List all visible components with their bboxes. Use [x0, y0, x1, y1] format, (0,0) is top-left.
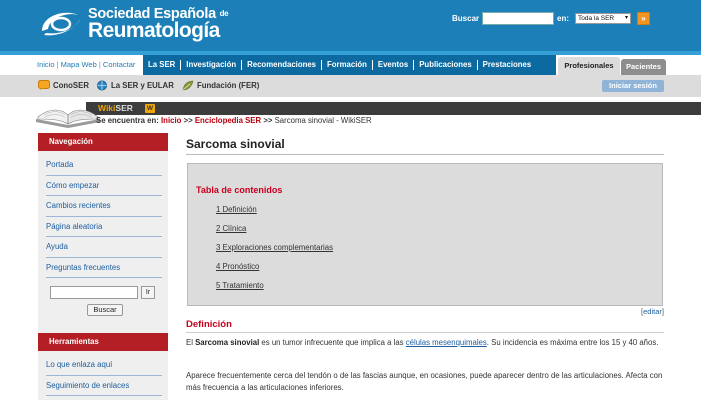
wiki-band	[0, 97, 701, 130]
open-book-icon	[32, 97, 104, 129]
conoser-label: ConoSER	[53, 81, 89, 90]
link-mapa-web[interactable]: Mapa Web	[60, 60, 97, 69]
page-title: Sarcoma sinovial	[186, 137, 285, 151]
sidebar-item-portada[interactable]: Portada	[46, 155, 162, 176]
nav-item-prestaciones[interactable]: Prestaciones	[482, 60, 532, 69]
search-scope-value: Toda la SER	[578, 15, 615, 22]
paragraph-location: Aparece frecuentemente cerca del tendón o de las fascias aunque, en ocasiones, puede aparecer dentro de las articulaciones. Afecta con más frecuencia a las articulaciones inferiores.	[186, 371, 663, 392]
sidebar-tools-list	[38, 351, 168, 396]
sidebar	[38, 133, 168, 400]
globe-icon	[96, 80, 108, 91]
section-divider	[186, 332, 664, 333]
edit-label: editar	[643, 307, 662, 316]
link-ser-eular[interactable]	[96, 80, 174, 91]
breadcrumb	[96, 116, 372, 125]
sidebar-item-pagina-aleatoria[interactable]: Página aleatoria	[46, 217, 162, 238]
site-header	[0, 0, 701, 55]
sidebar-go-button[interactable]: Ir	[141, 286, 155, 299]
chevron-down-icon: ▾	[624, 15, 628, 21]
utility-links: Inicio | Mapa Web | Contactar	[37, 60, 136, 69]
toc-item-tratamiento[interactable]: 5 Tratamiento	[216, 281, 264, 290]
nav-item-la-ser[interactable]: La SER	[143, 60, 181, 70]
breadcrumb-separator: >>	[263, 116, 273, 125]
sidebar-heading-herramientas: Herramientas	[38, 333, 168, 351]
logo-line1: Sociedad Española de	[88, 6, 229, 22]
wiki-band-dark	[86, 102, 701, 115]
nav-item-recomendaciones[interactable]: Recomendaciones	[242, 60, 322, 70]
search-scope-label: en:	[557, 14, 569, 23]
toc-title: Tabla de contenidos	[196, 185, 283, 195]
sidebar-search	[38, 278, 168, 320]
sidebar-item-seguimiento-enlaces[interactable]: Seguimiento de enlaces	[46, 376, 162, 397]
nav-item-publicaciones[interactable]: Publicaciones	[414, 60, 477, 70]
breadcrumb-separator: >>	[183, 116, 193, 125]
table-of-contents	[187, 163, 663, 306]
breadcrumb-enciclopedia[interactable]: Enciclopedia SER	[194, 116, 262, 125]
term-sarcoma-sinovial: Sarcoma sinovial	[195, 338, 260, 347]
nav-item-eventos[interactable]: Eventos	[373, 60, 414, 70]
toc-item-clinica[interactable]: 2 Clínica	[216, 224, 247, 233]
leaf-icon	[182, 80, 194, 91]
ser-logo-icon	[38, 7, 84, 39]
sidebar-heading-navegacion: Navegación	[38, 133, 168, 151]
sidebar-item-preguntas-frecuentes[interactable]: Preguntas frecuentes	[46, 258, 162, 279]
toc-item-exploraciones[interactable]: 3 Exploraciones complementarias	[216, 243, 334, 252]
ser-logo[interactable]	[38, 5, 248, 41]
main-navigation	[0, 55, 701, 75]
breadcrumb-current: Sarcoma sinovial - WikiSER	[274, 116, 372, 125]
fundacion-label: Fundación (FER)	[197, 81, 260, 90]
nav-main-menu	[143, 55, 556, 75]
toc-item-definicion[interactable]: 1 Definición	[216, 205, 257, 214]
link-celulas-mesenquimales[interactable]: células mesenquimales	[405, 338, 487, 347]
section-title-definicion: Definición	[186, 319, 232, 330]
sidebar-search-button[interactable]: Buscar	[87, 304, 123, 316]
search-scope-select[interactable]	[575, 13, 631, 24]
link-fundacion[interactable]	[182, 80, 259, 91]
link-inicio[interactable]: Inicio	[37, 60, 55, 69]
sidebar-item-ayuda[interactable]: Ayuda	[46, 237, 162, 258]
link-conoser[interactable]	[38, 80, 89, 91]
search-input[interactable]	[482, 12, 554, 25]
sidebar-nav-list	[38, 151, 168, 278]
paragraph-definition: El Sarcoma sinovial es un tumor infrecuente que implica a las células mesenquimales. Su incidencia es máxima entre los 15 y 40 años.	[186, 338, 659, 347]
edit-section-link[interactable]: [editar]	[641, 307, 664, 316]
sidebar-item-como-empezar[interactable]: Cómo empezar	[46, 176, 162, 197]
secondary-bar	[0, 75, 701, 97]
sidebar-search-input[interactable]	[50, 286, 138, 299]
search-label: Buscar	[452, 14, 480, 23]
breadcrumb-prefix: Se encuentra en:	[96, 116, 159, 125]
article	[186, 133, 664, 392]
search-go-button[interactable]: »	[637, 12, 650, 25]
wikiser-title: WikiSER	[98, 103, 133, 113]
toc-item-pronostico[interactable]: 4 Pronóstico	[216, 262, 260, 271]
nav-item-formacion[interactable]: Formación	[322, 60, 373, 70]
breadcrumb-inicio[interactable]: Inicio	[161, 116, 182, 125]
chat-bubble-icon	[38, 80, 50, 91]
logo-line2: Reumatología	[88, 19, 220, 42]
ser-eular-label: La SER y EULAR	[111, 81, 174, 90]
link-contactar[interactable]: Contactar	[102, 60, 136, 69]
wiki-badge-icon: W	[146, 105, 154, 112]
sidebar-item-lo-que-enlaza[interactable]: Lo que enlaza aquí	[46, 355, 162, 376]
tab-pacientes[interactable]: Pacientes	[621, 59, 666, 75]
tab-profesionales[interactable]: Profesionales	[558, 57, 620, 75]
title-divider	[186, 154, 664, 155]
nav-item-investigacion[interactable]: Investigación	[181, 60, 242, 70]
login-button[interactable]: Iniciar sesión	[602, 80, 664, 92]
sidebar-item-cambios-recientes[interactable]: Cambios recientes	[46, 196, 162, 217]
